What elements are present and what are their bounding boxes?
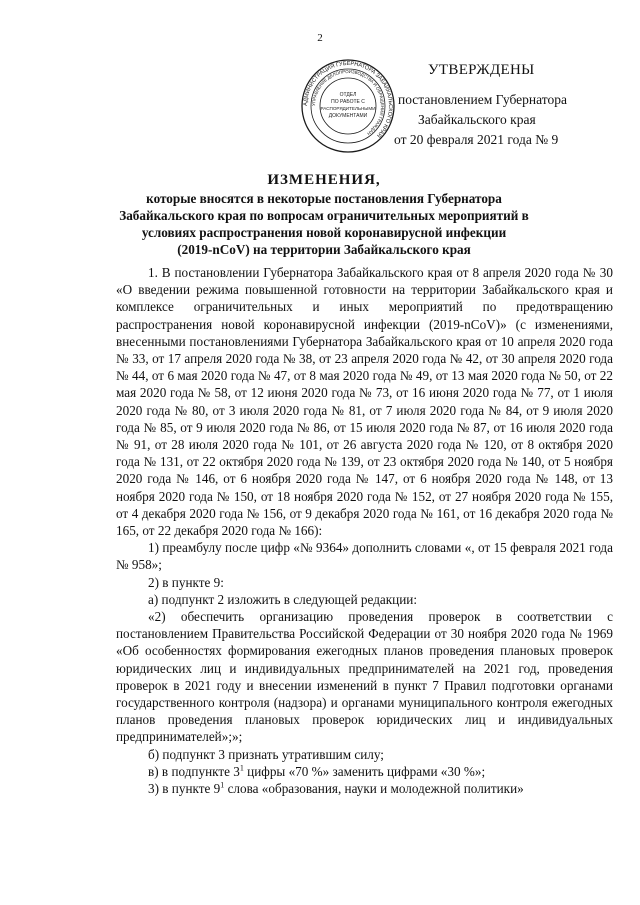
- document-body: [116, 264, 613, 797]
- approval-line-date: от 20 февраля 2021 года № 9: [394, 132, 559, 147]
- paragraph-1: 1. В постановлении Губернатора Забайкальского края от 8 апреля 2020 года № 30 «О введении режима повышенной готовности на территории Забайкальского края и комплексе ограничительных и иных мероприятий по предотвращению распространения новой коронавирусной инфекции (2019-nCoV)» (с изменениями, внесенными постановлениями Губернатора Забайкальского края от 10 апреля 2020 года № 33, от 17 апреля 2020 года № 38, от 23 апреля 2020 года № 42, от 30 апреля 2020 года № 44, от 6 мая 2020 года № 47, от 8 мая 2020 года № 49, от 13 мая 2020 года № 50, от 22 мая 2020 года № 58, от 12 июня 2020 года № 73, от 16 июня 2020 года № 77, от 1 июля 2020 года № 80, от 3 июля 2020 года № 81, от 7 июля 2020 года № 84, от 9 июля 2020 года № 85, от 9 июля 2020 года № 86, от 15 июля 2020 года № 87, от 16 июля 2020 года № 91, от 28 июля 2020 года № 101, от 26 августа 2020 года № 120, от 8 октября 2020 года № 131, от 22 октября 2020 года № 139, от 23 октября 2020 года № 140, от 5 ноября 2020 года № 146, от 6 ноября 2020 года № 147, от 6 ноября 2020 года № 148, от 13 ноября 2020 года № 150, от 18 ноября 2020 года № 152, от 27 ноября 2020 года № 155, от 4 декабря 2020 года № 156, от 9 декабря 2020 года № 161, от 16 декабря 2020 года № 165, от 22 декабря 2020 года № 166):: [116, 265, 613, 539]
- paragraph-8-superscript: 1: [220, 780, 225, 790]
- approval-line-region: Забайкальского края: [418, 112, 536, 127]
- stamp-center-line1: ОТДЕЛ: [339, 92, 357, 98]
- stamp-center-line4: ДОКУМЕНТАМИ: [328, 113, 368, 119]
- stamp-outer-text: АДМИНИСТРАЦИЯ ГУБЕРНАТОРА ЗАБАЙКАЛЬСКОГО КРАЯ: [302, 60, 394, 139]
- stamp-center-line2: ПО РАБОТЕ С: [331, 99, 365, 105]
- paragraph-8: [116, 780, 613, 797]
- stamp-center-line3: РАСПОРЯДИТЕЛЬНЫМИ: [320, 106, 376, 111]
- title-line4: (2019-nCoV) на территории Забайкальского края: [177, 242, 471, 257]
- paragraph-8-text-b: слова «образования, науки и молодежной политики»: [224, 781, 524, 797]
- stamp-seal-icon: [300, 58, 396, 154]
- paragraph-7-superscript: 1: [239, 763, 244, 773]
- page-number: 2: [317, 32, 323, 44]
- paragraph-7: [116, 763, 613, 780]
- stamp-inner-text: УПРАВЛЕНИЕ ДЕЛОПРОИЗВОДСТВА И ОБРАЩЕНИЙ ГРАЖДАН: [310, 68, 386, 137]
- paragraph-8-text-a: 3) в пункте 9: [148, 781, 221, 797]
- title-line3: условиях распространения новой коронавирусной инфекции: [141, 225, 507, 240]
- official-stamp: [300, 58, 396, 154]
- paragraph-3: 2) в пункте 9:: [148, 574, 224, 590]
- document-title: [118, 170, 530, 258]
- paragraph-4: а) подпункт 2 изложить в следующей редакции:: [148, 591, 418, 607]
- approved-heading: УТВЕРЖДЕНЫ: [428, 62, 535, 78]
- paragraph-2: 1) преамбулу после цифр «№ 9364» дополнить словами «, от 15 февраля 2021 года № 958»;: [116, 540, 613, 573]
- title-line2: Забайкальского края по вопросам ограничительных мероприятий в: [119, 208, 529, 223]
- paragraph-7-text-b: цифры «70 %» заменить цифрами «30 %»;: [243, 763, 486, 779]
- approval-line-decree: постановлением Губернатора: [398, 92, 567, 107]
- title-main: ИЗМЕНЕНИЯ,: [267, 172, 381, 188]
- paragraph-7-text-a: в) в подпункте 3: [148, 763, 240, 779]
- paragraph-6: б) подпункт 3 признать утратившим силу;: [148, 746, 384, 762]
- paragraph-5: «2) обеспечить организацию проведения проверок в соответствии с постановлением Правительства Российской Федерации от 30 ноября 2020 года № 1969 «Об особенностях формирования ежегодных планов проведения плановых проверок юридических лиц и индивидуальных предпринимателей на 2021 год, проведения проверок в 2021 году и внесении изменений в пункт 7 Правил подготовки органами государственного контроля (надзора) и органами муниципального контроля ежегодных планов проведения плановых проверок юридических лиц и индивидуальных предпринимателей»;»;: [116, 609, 613, 745]
- approval-block: [394, 60, 628, 150]
- title-line1: которые вносятся в некоторые постановления Губернатора: [146, 191, 502, 206]
